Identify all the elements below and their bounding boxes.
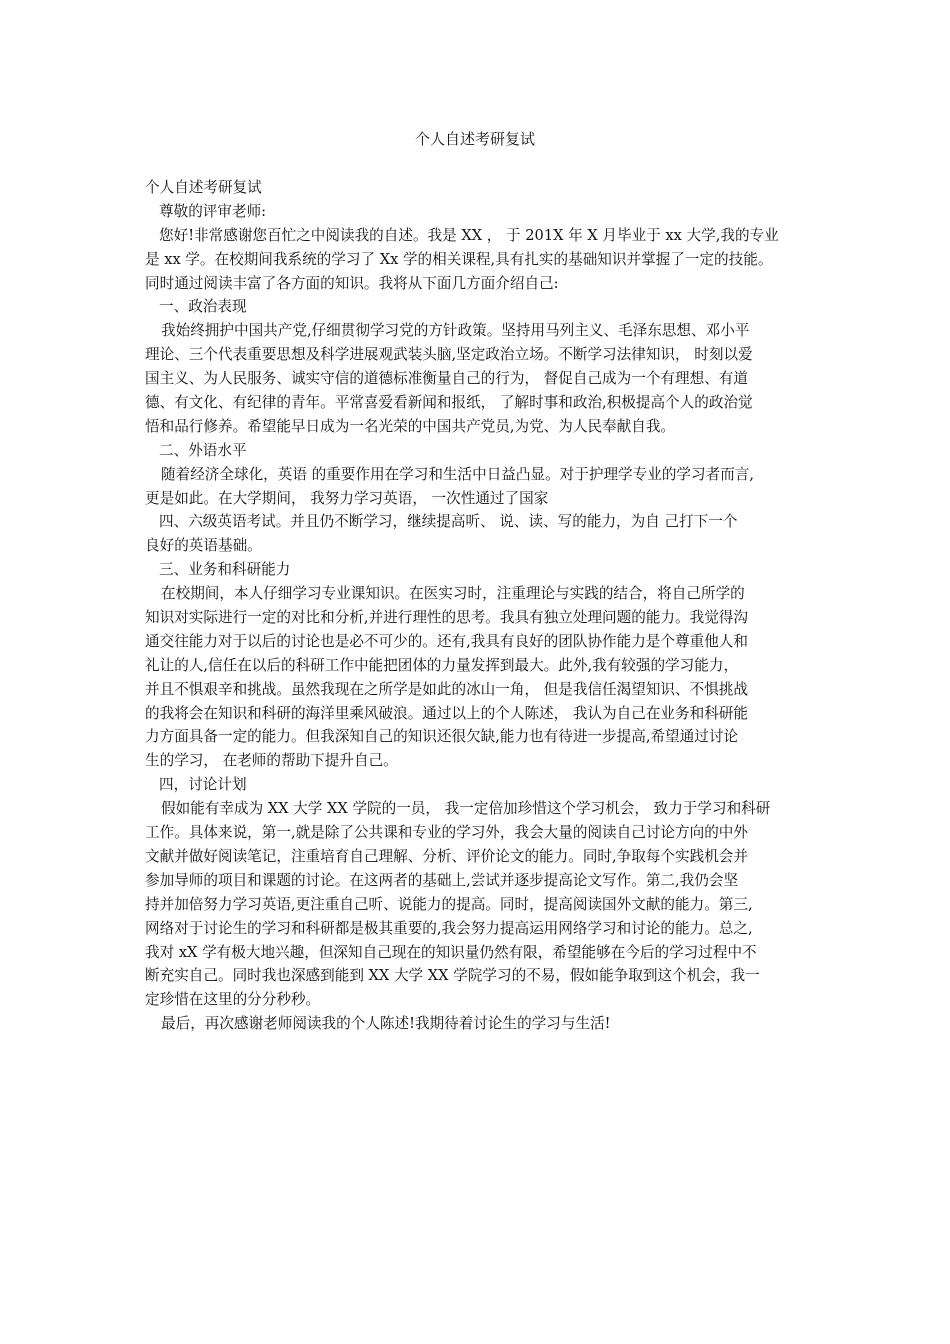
document-title: 个人自述考研复试	[414, 130, 535, 148]
text-line: 持并加倍努力学习英语,更注重自己听、说能力的提高。同时，提高阅读国外文献的能力。第三,	[145, 895, 753, 913]
text-line: 最后，再次感谢老师阅读我的个人陈述!我期待着讨论生的学习与生活!	[161, 1015, 611, 1033]
text-line: 的我将会在知识和科研的海洋里乘风破浪。通过以上的个人陈述， 我认为自己在业务和科研能	[145, 704, 748, 722]
text-line: 在校期间，本人仔细学习专业课知识。在医实习时，注重理论与实践的结合，将自己所学的	[161, 585, 745, 603]
text-line: 一、政治表现	[159, 298, 247, 316]
text-line: 国主义、为人民服务、诚实守信的道德标准衡量自己的行为， 督促自己成为一个有理想、有道	[145, 370, 748, 388]
text-line: 我始终拥护中国共产党,仔细贯彻学习党的方针政策。坚持用马列主义、毛泽东思想、邓小平	[161, 322, 750, 340]
text-line: 更是如此。在大学期间， 我努力学习英语， 一次性通过了国家	[145, 489, 549, 507]
text-line: 网络对于讨论生的学习和科研都是极其重要的,我会努力提高运用网络学习和讨论的能力。总之,	[145, 919, 753, 937]
text-line: 定珍惜在这里的分分秒秒。	[145, 991, 321, 1009]
text-line: 礼让的人,信任在以后的科研工作中能把团体的力量发挥到最大。此外,我有较强的学习能力，	[145, 656, 739, 674]
text-line: 文献并做好阅读笔记，注重培育自己理解、分析、评价论文的能力。同时,争取每个实践机会并	[145, 847, 748, 865]
text-line: 悟和品行修养。希望能早日成为一名光荣的中国共产党员,为党、为人民奉献自我。	[145, 417, 676, 435]
text-line: 并且不惧艰辛和挑战。虽然我现在之所学是如此的冰山一角， 但是我信任渴望知识、不惧挑战	[145, 680, 748, 698]
text-line: 德、有文化、有纪律的青年。平常喜爱看新闻和报纸， 了解时事和政治,积极提高个人的政治觉	[145, 394, 753, 412]
text-line: 四，讨论计划	[159, 776, 247, 794]
text-line: 假如能有幸成为 XX 大学 XX 学院的一员， 我一定倍加珍惜这个学习机会， 致力于学习和科研	[161, 800, 771, 818]
text-line: 随着经济全球化，英语 的重要作用在学习和生活中日益凸显。对于护理学专业的学习者而言,	[161, 465, 755, 483]
text-line: 参加导师的项目和课题的讨论。在这两者的基础上,尝试并逐步提高论文写作。第二,我仍会坚	[145, 871, 739, 889]
text-line: 工作。具体来说，第一,就是除了公共课和专业的学习外，我会大量的阅读自己讨论方向的中外	[145, 824, 748, 842]
text-line: 我对 xX 学有极大地兴趣，但深知自己现在的知识量仍然有限，希望能够在今后的学习过程中不	[145, 943, 757, 961]
text-line: 良好的英语基础。	[145, 537, 262, 555]
document-body	[145, 176, 815, 1036]
text-line: 二、外语水平	[159, 441, 247, 459]
text-line: 生的学习， 在老师的帮助下提升自己。	[145, 752, 398, 770]
text-line: 同时通过阅读丰富了各方面的知识。我将从下面几方面介绍自己:	[145, 274, 559, 292]
text-line: 个人自述考研复试	[145, 179, 262, 196]
text-line: 是 xx 学。在校期间我系统的学习了 Xx 学的相关课程,具有扎实的基础知识并掌握了一定的技能。	[145, 250, 773, 268]
text-line: 三、业务和科研能力	[159, 561, 291, 579]
text-line: 尊敬的评审老师:	[159, 202, 267, 220]
text-line: 四、六级英语考试。并且仍不断学习，继续提高听、 说、读、写的能力，为自 己打下一个	[159, 513, 738, 531]
text-line: 您好!非常感谢您百忙之中阅读我的自述。我是 XX ， 于 201X 年 X 月毕业于 xx 大学,我的专业	[159, 226, 779, 244]
text-line: 知识对实际进行一定的对比和分析,并进行理性的思考。我具有独立处理问题的能力。我觉得沟	[145, 609, 748, 627]
text-line: 理论、三个代表重要思想及科学进展观武装头脑,坚定政治立场。不断学习法律知识， 时刻以爱	[145, 346, 753, 364]
text-line: 通交往能力对于以后的讨论也是必不可少的。还有,我具有良好的团队协作能力是个尊重他人和	[145, 632, 748, 650]
text-line: 断充实自己。同时我也深感到能到 XX 大学 XX 学院学习的不易，假如能争取到这个机会，我一	[145, 967, 760, 985]
text-line: 力方面具备一定的能力。但我深知自己的知识还很欠缺,能力也有待进一步提高,希望通过讨论	[145, 728, 739, 746]
